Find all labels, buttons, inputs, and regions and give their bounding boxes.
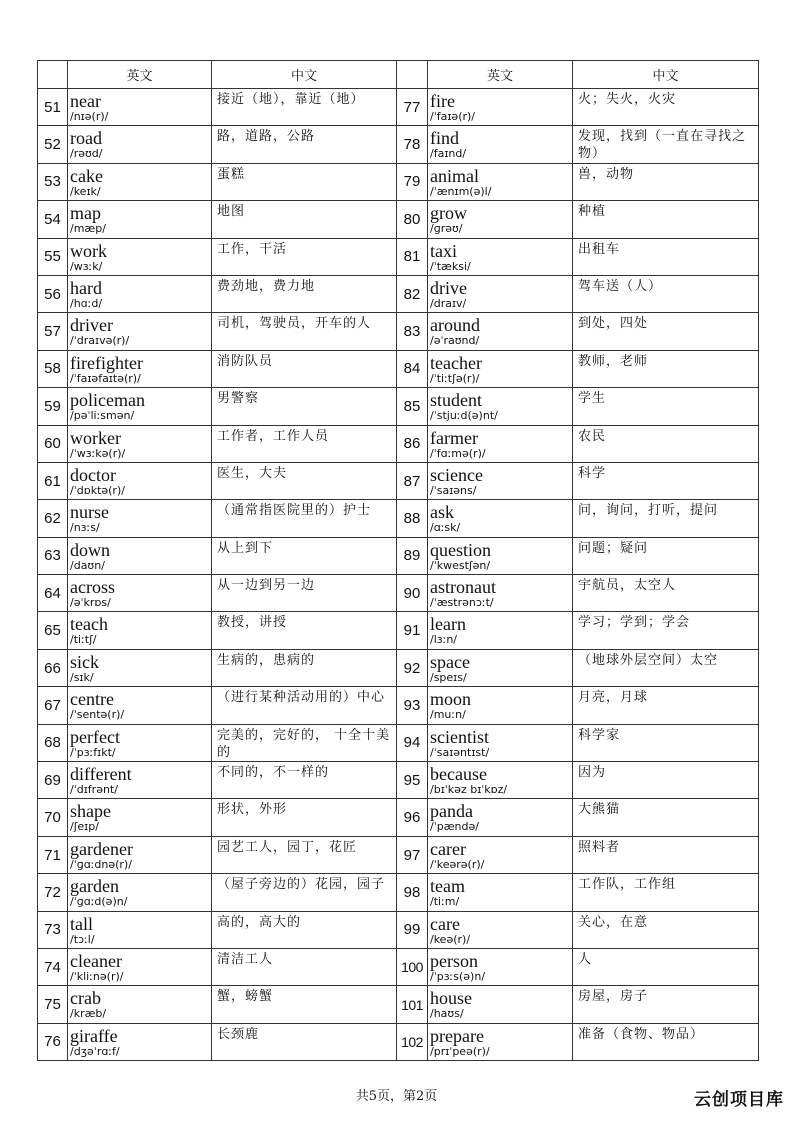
entry-word: fire <box>430 91 455 111</box>
entry-number: 77 <box>397 89 428 126</box>
entry-phonetic: /əˈkrɒs/ <box>70 596 111 610</box>
entry-chinese: 大熊猫 <box>573 799 759 836</box>
entry-phonetic: /ˈæstrənɔːt/ <box>430 596 494 610</box>
entry-english <box>68 388 212 425</box>
entry-word: across <box>70 577 115 598</box>
entry-number: 83 <box>397 313 428 350</box>
entry-word: firefighter <box>70 352 143 373</box>
header-num-right <box>397 61 428 89</box>
entry-chinese: 科学家 <box>573 724 759 761</box>
entry-number: 80 <box>397 201 428 238</box>
entry-phonetic: /bɪˈkəz bɪˈkɒz/ <box>430 783 508 797</box>
entry-number: 87 <box>397 462 428 499</box>
entry-chinese: 生病的，患病的 <box>212 649 397 686</box>
entry-number: 89 <box>397 537 428 574</box>
entry-english <box>68 986 212 1023</box>
entry-phonetic: /ˈsaɪəns/ <box>430 483 477 497</box>
entry-english <box>428 1023 573 1060</box>
entry-word: shape <box>70 801 111 822</box>
entry-number: 82 <box>397 275 428 312</box>
entry-phonetic: /ˈdraɪvə(r)/ <box>70 334 130 348</box>
entry-chinese: 学生 <box>573 388 759 425</box>
vocab-table <box>37 60 759 1061</box>
entry-english <box>428 537 573 574</box>
entry-word: garden <box>70 876 119 897</box>
entry-number: 56 <box>38 275 68 312</box>
entry-english <box>428 350 573 387</box>
table-row <box>38 350 759 387</box>
entry-phonetic: /draɪv/ <box>430 296 467 310</box>
entry-chinese: 到处，四处 <box>573 313 759 350</box>
entry-phonetic: /keə(r)/ <box>430 932 471 946</box>
table-row <box>38 500 759 537</box>
entry-english <box>428 575 573 612</box>
table-row <box>38 1023 759 1060</box>
table-row <box>38 313 759 350</box>
entry-phonetic: /ˈkeərə(r)/ <box>430 857 485 871</box>
entry-chinese: 工作，干活 <box>212 238 397 275</box>
entry-phonetic: /ˈtæksi/ <box>430 259 471 273</box>
entry-english <box>428 388 573 425</box>
table-row <box>38 575 759 612</box>
entry-number: 52 <box>38 126 68 163</box>
entry-phonetic: /ˈtiːtʃə(r)/ <box>430 371 480 385</box>
entry-word: question <box>430 539 491 560</box>
entry-number: 53 <box>38 163 68 200</box>
table-row <box>38 724 759 761</box>
entry-word: map <box>70 203 101 224</box>
entry-number: 93 <box>397 687 428 724</box>
entry-english <box>68 874 212 911</box>
entry-number: 98 <box>397 874 428 911</box>
entry-chinese: 接近（地），靠近（地） <box>212 89 397 126</box>
entry-word: ask <box>430 502 454 523</box>
entry-number: 60 <box>38 425 68 462</box>
entry-phonetic: /tiːtʃ/ <box>70 633 97 647</box>
header-chinese-right: 中文 <box>573 61 759 89</box>
entry-phonetic: /ˈænɪm(ə)l/ <box>430 184 492 198</box>
entry-number: 55 <box>38 238 68 275</box>
entry-chinese: 火；失火，火灾 <box>573 89 759 126</box>
entry-phonetic: /ˈdɪfrənt/ <box>70 783 118 797</box>
table-row <box>38 425 759 462</box>
entry-number: 66 <box>38 649 68 686</box>
entry-word: doctor <box>70 464 116 485</box>
entry-chinese: 完美的，完好的， 十全十美的 <box>212 724 397 761</box>
entry-phonetic: /faɪnd/ <box>430 147 467 161</box>
entry-word: drive <box>430 277 467 298</box>
entry-number: 94 <box>397 724 428 761</box>
entry-english <box>68 275 212 312</box>
table-row <box>38 948 759 985</box>
entry-word: find <box>430 128 459 149</box>
table-row <box>38 126 759 163</box>
entry-chinese: （地球外层空间）太空 <box>573 649 759 686</box>
entry-phonetic: /wɜːk/ <box>70 259 103 273</box>
entry-number: 58 <box>38 350 68 387</box>
entry-word: gardener <box>70 838 133 859</box>
entry-chinese: 人 <box>573 948 759 985</box>
entry-chinese: 蟹，螃蟹 <box>212 986 397 1023</box>
entry-chinese: 高的，高大的 <box>212 911 397 948</box>
entry-english <box>68 575 212 612</box>
entry-chinese: 科学 <box>573 462 759 499</box>
entry-word: taxi <box>430 240 457 261</box>
entry-word: work <box>70 240 107 261</box>
entry-phonetic: /ˈfaɪəfaɪtə(r)/ <box>70 371 141 385</box>
table-row <box>38 612 759 649</box>
entry-word: panda <box>430 801 473 822</box>
table-row <box>38 388 759 425</box>
entry-chinese: 关心，在意 <box>573 911 759 948</box>
entry-word: person <box>430 950 478 971</box>
entry-english <box>428 500 573 537</box>
entry-number: 69 <box>38 762 68 799</box>
entry-phonetic: /ˈdɒktə(r)/ <box>70 483 125 497</box>
entry-phonetic: /ˈpɜːs(ə)n/ <box>430 969 486 983</box>
entry-english <box>428 163 573 200</box>
entry-phonetic: /ˈfɑːmə(r)/ <box>430 446 486 460</box>
entry-number: 62 <box>38 500 68 537</box>
entry-word: carer <box>430 838 466 859</box>
entry-word: scientist <box>430 726 489 747</box>
table-row <box>38 874 759 911</box>
entry-number: 101 <box>397 986 428 1023</box>
entry-word: near <box>70 91 101 111</box>
entry-english <box>68 911 212 948</box>
entry-number: 102 <box>397 1023 428 1060</box>
entry-english <box>68 425 212 462</box>
entry-english <box>68 201 212 238</box>
entry-phonetic: /ˈsaɪəntɪst/ <box>430 745 490 759</box>
entry-chinese: 种植 <box>573 201 759 238</box>
table-row <box>38 687 759 724</box>
entry-chinese: 驾车送（人） <box>573 275 759 312</box>
table-row <box>38 89 759 126</box>
entry-chinese: 不同的，不一样的 <box>212 762 397 799</box>
entry-chinese: 学习；学到；学会 <box>573 612 759 649</box>
entry-chinese: 费劲地，费力地 <box>212 275 397 312</box>
table-row <box>38 911 759 948</box>
entry-english <box>428 836 573 873</box>
entry-word: nurse <box>70 502 109 523</box>
entry-word: because <box>430 764 487 785</box>
entry-word: driver <box>70 315 113 336</box>
table-row <box>38 649 759 686</box>
entry-chinese: 教师，老师 <box>573 350 759 387</box>
entry-chinese: 房屋，房子 <box>573 986 759 1023</box>
entry-word: policeman <box>70 390 145 411</box>
entry-chinese: 司机，驾驶员，开车的人 <box>212 313 397 350</box>
watermark: 云创项目库 <box>694 1090 784 1110</box>
entry-number: 75 <box>38 986 68 1023</box>
entry-word: teach <box>70 614 108 635</box>
entry-english <box>68 724 212 761</box>
entry-phonetic: /lɜːn/ <box>430 633 457 647</box>
entry-word: road <box>70 128 102 149</box>
table-row <box>38 762 759 799</box>
entry-phonetic: /ˈsentə(r)/ <box>70 708 125 722</box>
entry-english <box>428 425 573 462</box>
entry-english <box>428 649 573 686</box>
entry-word: prepare <box>430 1025 484 1046</box>
entry-phonetic: /əˈraʊnd/ <box>430 334 480 348</box>
entry-english <box>68 462 212 499</box>
entry-phonetic: /ʃeɪp/ <box>70 820 99 834</box>
entry-word: centre <box>70 689 114 710</box>
entry-phonetic: /ˈɡɑːd(ə)n/ <box>70 895 128 909</box>
entry-number: 91 <box>397 612 428 649</box>
entry-english <box>428 799 573 836</box>
entry-english <box>68 500 212 537</box>
table-row <box>38 537 759 574</box>
entry-chinese: 男警察 <box>212 388 397 425</box>
entry-english <box>428 687 573 724</box>
table-row <box>38 275 759 312</box>
entry-number: 84 <box>397 350 428 387</box>
entry-chinese: 园艺工人，园丁，花匠 <box>212 836 397 873</box>
entry-word: down <box>70 539 110 560</box>
entry-english <box>68 350 212 387</box>
entry-phonetic: /ˈpændə/ <box>430 820 479 834</box>
table-row <box>38 163 759 200</box>
entry-number: 76 <box>38 1023 68 1060</box>
entry-chinese: 宇航员，太空人 <box>573 575 759 612</box>
entry-phonetic: /dʒəˈrɑːf/ <box>70 1044 120 1058</box>
entry-english <box>428 612 573 649</box>
entry-word: house <box>430 988 472 1009</box>
entry-phonetic: /tɔːl/ <box>70 932 95 946</box>
entry-word: learn <box>430 614 466 635</box>
entry-chinese: （进行某种活动用的）中心 <box>212 687 397 724</box>
header-chinese-left: 中文 <box>212 61 397 89</box>
entry-phonetic: /ɡrəʊ/ <box>430 222 463 236</box>
entry-word: different <box>70 764 132 785</box>
entry-phonetic: /ɑːsk/ <box>430 521 461 535</box>
entry-number: 85 <box>397 388 428 425</box>
entry-chinese: 兽，动物 <box>573 163 759 200</box>
header-english-left: 英文 <box>68 61 212 89</box>
entry-chinese: 从一边到另一边 <box>212 575 397 612</box>
entry-english <box>428 238 573 275</box>
entry-phonetic: /kræb/ <box>70 1007 107 1021</box>
entry-number: 92 <box>397 649 428 686</box>
entry-english <box>68 762 212 799</box>
entry-word: moon <box>430 689 472 710</box>
entry-english <box>428 89 573 126</box>
entry-chinese: 问题；疑问 <box>573 537 759 574</box>
entry-chinese: 路，道路，公路 <box>212 126 397 163</box>
entry-phonetic: /daʊn/ <box>70 558 105 572</box>
entry-english <box>68 89 212 126</box>
entry-phonetic: /ˈstjuːd(ə)nt/ <box>430 409 498 423</box>
table-row <box>38 799 759 836</box>
entry-phonetic: /nɜːs/ <box>70 521 100 535</box>
entry-chinese: （通常指医院里的）护士 <box>212 500 397 537</box>
entry-number: 100 <box>397 948 428 985</box>
entry-number: 88 <box>397 500 428 537</box>
entry-english <box>428 911 573 948</box>
entry-english <box>68 649 212 686</box>
entry-chinese: 从上到下 <box>212 537 397 574</box>
entry-chinese: 出租车 <box>573 238 759 275</box>
entry-phonetic: /rəʊd/ <box>70 147 103 161</box>
entry-number: 99 <box>397 911 428 948</box>
entry-chinese: 医生，大夫 <box>212 462 397 499</box>
entry-number: 79 <box>397 163 428 200</box>
entry-chinese: 蛋糕 <box>212 163 397 200</box>
entry-phonetic: /mæp/ <box>70 222 106 236</box>
entry-word: worker <box>70 427 121 448</box>
entry-number: 97 <box>397 836 428 873</box>
entry-chinese: 地图 <box>212 201 397 238</box>
entry-word: space <box>430 651 470 672</box>
entry-number: 73 <box>38 911 68 948</box>
table-row <box>38 986 759 1023</box>
entry-number: 70 <box>38 799 68 836</box>
entry-phonetic: /ˈfaɪə(r)/ <box>430 110 476 123</box>
entry-phonetic: /prɪˈpeə(r)/ <box>430 1044 490 1058</box>
entry-number: 72 <box>38 874 68 911</box>
entry-phonetic: /ˈkwestʃən/ <box>430 558 491 572</box>
entry-number: 67 <box>38 687 68 724</box>
entry-phonetic: /pəˈliːsmən/ <box>70 409 135 423</box>
entry-number: 65 <box>38 612 68 649</box>
entry-english <box>68 948 212 985</box>
entry-word: cake <box>70 165 103 186</box>
entry-english <box>428 126 573 163</box>
entry-english <box>68 537 212 574</box>
entry-english <box>68 163 212 200</box>
entry-word: grow <box>430 203 467 224</box>
entry-chinese: 发现，找到（一直在寻找之物） <box>573 126 759 163</box>
entry-word: team <box>430 876 465 897</box>
entry-chinese: 长颈鹿 <box>212 1023 397 1060</box>
entry-number: 63 <box>38 537 68 574</box>
entry-chinese: 清洁工人 <box>212 948 397 985</box>
entry-english <box>68 1023 212 1060</box>
entry-chinese: 因为 <box>573 762 759 799</box>
entry-english <box>428 313 573 350</box>
entry-word: hard <box>70 277 102 298</box>
entry-chinese: 月亮，月球 <box>573 687 759 724</box>
entry-phonetic: /keɪk/ <box>70 184 101 198</box>
entry-chinese: 形状，外形 <box>212 799 397 836</box>
entry-chinese: （屋子旁边的）花园，园子 <box>212 874 397 911</box>
entry-chinese: 准备（食物、物品） <box>573 1023 759 1060</box>
entry-word: tall <box>70 913 93 934</box>
entry-chinese: 教授，讲授 <box>212 612 397 649</box>
entry-phonetic: /muːn/ <box>430 708 466 722</box>
table-header-row <box>38 61 759 89</box>
entry-number: 71 <box>38 836 68 873</box>
entry-number: 54 <box>38 201 68 238</box>
entry-english <box>428 874 573 911</box>
entry-number: 64 <box>38 575 68 612</box>
header-num-left <box>38 61 68 89</box>
entry-phonetic: /speɪs/ <box>430 670 467 684</box>
table-row <box>38 201 759 238</box>
entry-phonetic: /ˈwɜːkə(r)/ <box>70 446 126 460</box>
entry-chinese: 消防队员 <box>212 350 397 387</box>
entry-chinese: 照料者 <box>573 836 759 873</box>
entry-number: 81 <box>397 238 428 275</box>
page-number: 共5页，第2页 <box>355 1089 438 1104</box>
entry-number: 68 <box>38 724 68 761</box>
entry-number: 96 <box>397 799 428 836</box>
entry-english <box>428 275 573 312</box>
entry-english <box>68 313 212 350</box>
entry-english <box>428 986 573 1023</box>
entry-english <box>68 687 212 724</box>
entry-number: 90 <box>397 575 428 612</box>
entry-phonetic: /sɪk/ <box>70 670 94 684</box>
entry-word: giraffe <box>70 1025 118 1046</box>
entry-word: perfect <box>70 726 120 747</box>
entry-english <box>68 126 212 163</box>
entry-phonetic: /nɪə(r)/ <box>70 110 109 123</box>
entry-english <box>68 799 212 836</box>
entry-number: 95 <box>397 762 428 799</box>
entry-english <box>68 238 212 275</box>
entry-phonetic: /tiːm/ <box>430 895 460 909</box>
entry-chinese: 工作队，工作组 <box>573 874 759 911</box>
entry-word: around <box>430 315 480 336</box>
entry-english <box>68 612 212 649</box>
entry-word: teacher <box>430 352 482 373</box>
entry-word: cleaner <box>70 950 122 971</box>
entry-english <box>428 201 573 238</box>
entry-word: student <box>430 390 482 411</box>
entry-number: 57 <box>38 313 68 350</box>
entry-phonetic: /ˈpɜːfɪkt/ <box>70 745 116 759</box>
entry-english <box>68 836 212 873</box>
entry-phonetic: /haʊs/ <box>430 1007 464 1021</box>
entry-number: 51 <box>38 89 68 126</box>
entry-word: care <box>430 913 460 934</box>
entry-phonetic: /ˈkliːnə(r)/ <box>70 969 124 983</box>
entry-number: 74 <box>38 948 68 985</box>
table-row <box>38 836 759 873</box>
header-english-right: 英文 <box>428 61 573 89</box>
entry-word: animal <box>430 165 479 186</box>
entry-chinese: 问，询问，打听，提问 <box>573 500 759 537</box>
entry-word: sick <box>70 651 99 672</box>
entry-english <box>428 724 573 761</box>
entry-number: 59 <box>38 388 68 425</box>
entry-word: crab <box>70 988 101 1009</box>
entry-chinese: 工作者，工作人员 <box>212 425 397 462</box>
entry-number: 86 <box>397 425 428 462</box>
table-row <box>38 462 759 499</box>
entry-word: astronaut <box>430 577 496 598</box>
entry-number: 61 <box>38 462 68 499</box>
entry-phonetic: /hɑːd/ <box>70 296 103 310</box>
entry-english <box>428 762 573 799</box>
entry-number: 78 <box>397 126 428 163</box>
entry-chinese: 农民 <box>573 425 759 462</box>
entry-word: science <box>430 464 483 485</box>
entry-english <box>428 462 573 499</box>
entry-word: farmer <box>430 427 478 448</box>
table-row <box>38 238 759 275</box>
entry-phonetic: /ˈɡɑːdnə(r)/ <box>70 857 132 871</box>
entry-english <box>428 948 573 985</box>
